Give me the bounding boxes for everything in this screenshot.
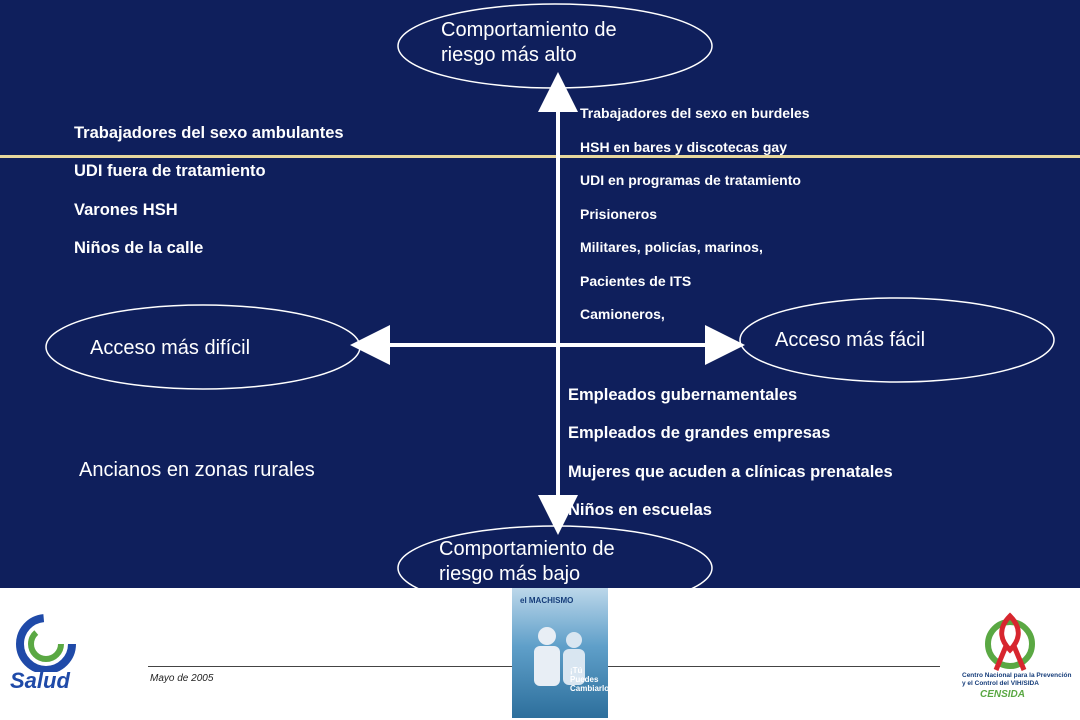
label-right: Acceso más fácil [775,329,926,351]
label-bottom: Comportamiento de riesgo más bajo [439,538,615,585]
poster-title: el MACHISMO [520,596,574,605]
salud-logo-text: Salud [10,668,70,693]
list-item: UDI fuera de tratamiento [74,162,266,180]
list-item: Militares, policías, marinos, [580,239,763,255]
aids-ribbon-icon [960,610,1078,672]
salud-logo [6,612,86,694]
bottom-left-item: Ancianos en zonas rurales [79,459,315,481]
campaign-poster [512,588,612,718]
censida-line2: y el Control del VIH/SIDA [962,680,1039,687]
salud-logo-icon [6,612,86,672]
list-item: UDI en programas de tratamiento [580,172,801,188]
censida-line1: Centro Nacional para la Prevención [962,672,1072,679]
list-item: Pacientes de ITS [580,273,692,289]
poster-slogan: ¡Tú Puedes Cambiarlo! [570,666,612,693]
list-item: HSH en bares y discotecas gay [580,139,787,155]
list-item: Niños de la calle [74,239,204,257]
list-item: Trabajadores del sexo ambulantes [74,124,344,142]
footer-date: Mayo de 2005 [150,673,214,684]
list-item: Prisioneros [580,206,658,222]
list-item: Empleados gubernamentales [568,386,798,404]
list-item: Empleados de grandes empresas [568,424,831,442]
list-item: Varones HSH [74,201,178,219]
poster-figures [512,588,612,718]
list-item: Mujeres que acuden a clínicas prenatales [568,463,893,481]
list-item: Trabajadores del sexo en burdeles [580,105,810,121]
list-item: Niños en escuelas [568,501,712,519]
censida-name: CENSIDA [980,689,1026,700]
list-item: Camioneros, [580,306,665,322]
label-top: Comportamiento de riesgo más alto [441,19,617,66]
label-left: Acceso más difícil [90,337,251,359]
censida-logo [960,610,1078,710]
